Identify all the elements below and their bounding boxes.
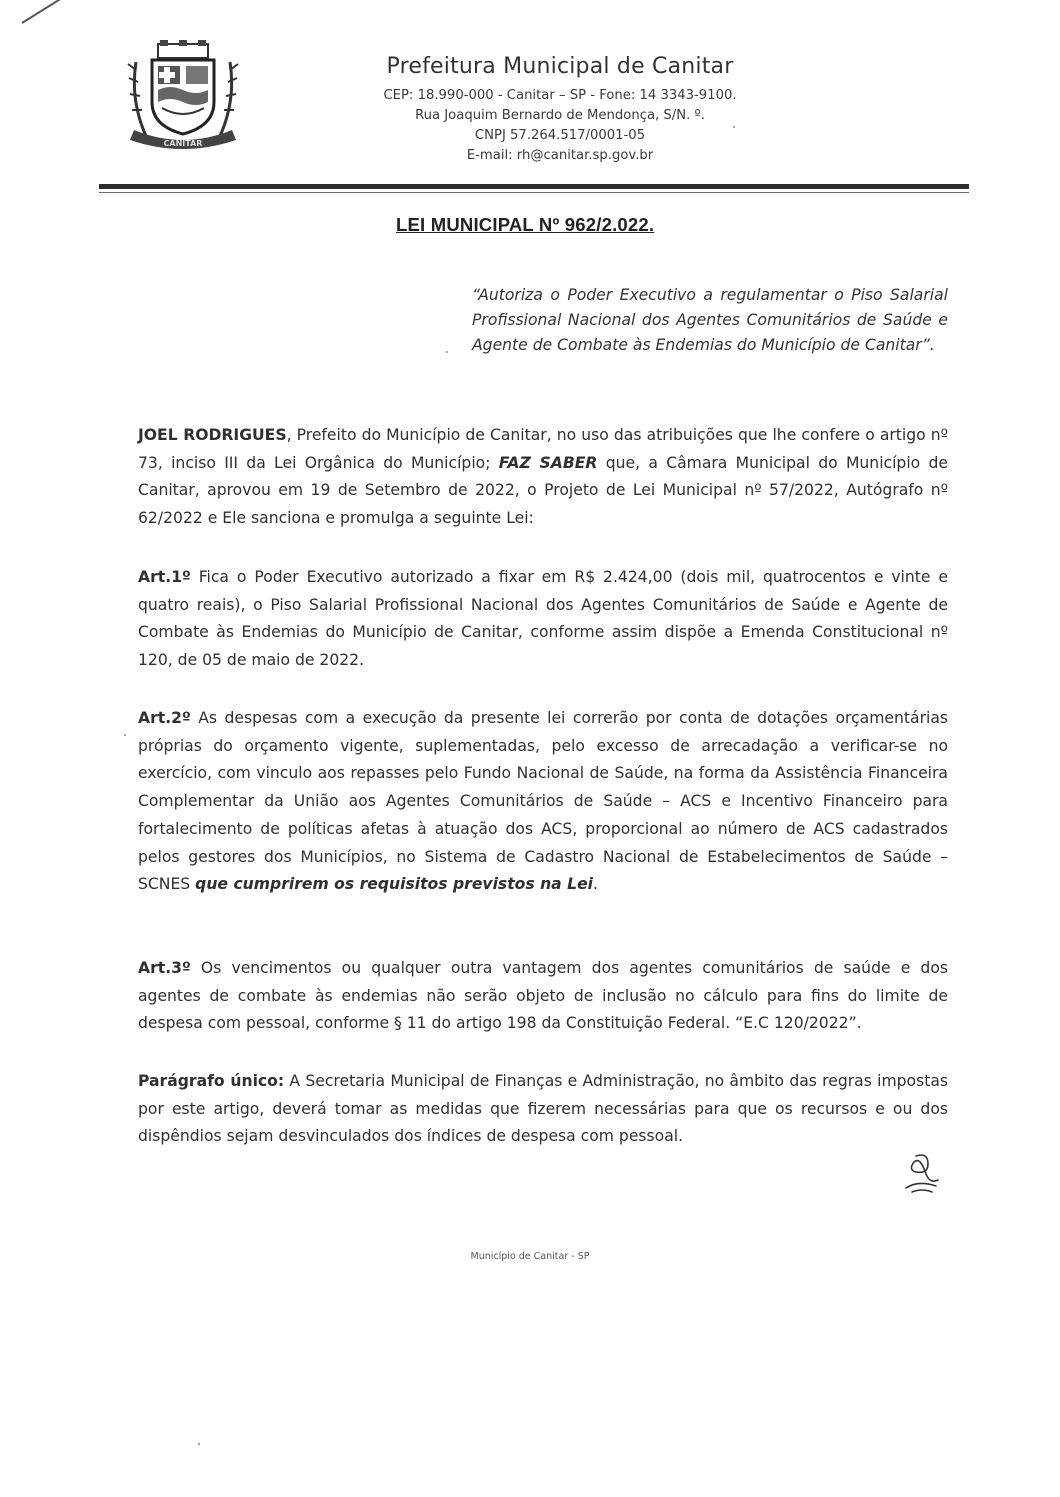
- org-name: Prefeitura Municipal de Canitar: [386, 54, 734, 79]
- article-3-text: Os vencimentos ou qualquer outra vantagem dos agentes comunitários de saúde e dos agentes de combate às endemias não serão objeto de inclusão no cálculo para fins do limite de despesa com pessoal, conforme § 11 do artigo 198 da Constituição Federal. “E.C 120/2022”.: [138, 959, 948, 1033]
- article-1: [138, 564, 948, 675]
- paragrafo-unico-text: A Secretaria Municipal de Finanças e Administração, no âmbito das regras impostas por este artigo, deverá tomar as medidas que fizerem necessárias para que os recursos e ou dos dispêndios sejam desvinculados dos índices de despesa com pessoal.: [138, 1072, 948, 1146]
- scan-speck: [733, 126, 735, 128]
- article-1-label: Art.1º: [138, 568, 191, 586]
- law-title: LEI MUNICIPAL Nº 962/2.022.: [396, 214, 655, 235]
- scan-speck: [124, 734, 126, 736]
- article-2-label: Art.2º: [138, 709, 191, 727]
- article-2-end: .: [593, 875, 598, 894]
- address-line: Rua Joaquim Bernardo de Mendonça, S/N. º.: [415, 108, 705, 123]
- article-2: [138, 705, 948, 899]
- scan-speck: [446, 351, 448, 353]
- letterhead: [350, 54, 770, 166]
- law-ementa: “Autoriza o Poder Executivo a regulamentar o Piso Salarial Profissional Nacional dos Agentes Comunitários de Saúde e Agente de Combate às Endemias do Município de Canitar”.: [472, 286, 948, 354]
- header-divider: [99, 184, 969, 189]
- intro-text-b: que, a Câmara Municipal do Município de Canitar, aprovou em 19 de Setembro de 2022, o Projeto de Lei Municipal nº 57/2022, Autógrafo nº 62/2022 e Ele sanciona e promulga a seguinte Lei:: [138, 453, 948, 528]
- paragrafo-unico: [138, 1068, 948, 1151]
- intro-paragraph: [138, 422, 948, 533]
- article-2-text: As despesas com a execução da presente lei correrão por conta de dotações orçamentárias próprias do orçamento vigente, suplementadas, pelo excesso de arrecadação a verificar-se no exercício, com vinculo aos repasses pelo Fundo Nacional de Saúde, na forma da Assistência Financeira Complementar da União aos Agentes Comunitários de Saúde – ACS e Incentivo Financeiro para fortalecimento de políticas afetas à atuação dos ACS, proporcional ao número de ACS cadastrados pelos gestores dos Municípios, no Sistema de Cadastro Nacional de Estabelecimentos de Saúde – SCNES: [138, 709, 948, 894]
- scan-speck: [198, 1443, 200, 1445]
- faz-saber: FAZ SABER: [498, 453, 598, 472]
- email-line: E-mail: rh@canitar.sp.gov.br: [466, 148, 654, 163]
- scan-pen-mark: [21, 0, 73, 24]
- paragrafo-unico-label: Parágrafo único:: [138, 1072, 285, 1090]
- cnpj-line: CNPJ 57.264.517/0001-05: [474, 128, 646, 143]
- intro-text-a: , Prefeito do Município de Canitar, no uso das atribuições que lhe confere o artigo nº 73, inciso III da Lei Orgânica do Município;: [138, 426, 948, 472]
- article-2-emphasis: que cumprirem os requisitos previstos na Lei: [195, 875, 593, 894]
- page-footer: Município de Canitar - SP: [470, 1251, 590, 1262]
- handwritten-initials-icon: [898, 1150, 944, 1196]
- header-divider-thin: [99, 192, 969, 193]
- article-3-label: Art.3º: [138, 959, 191, 977]
- article-1-text: Fica o Poder Executivo autorizado a fixar em R$ 2.424,00 (dois mil, quatrocentos e vinte e quatro reais), o Piso Salarial Profissional Nacional dos Agentes Comunitários de Saúde e Agente de Combate às Endemias do Município de Canitar, conforme assim dispõe a Emenda Constitucional nº 120, de 05 de maio de 2022.: [138, 568, 948, 670]
- svg-text:CANITAR: CANITAR: [163, 139, 203, 148]
- contact-line: CEP: 18.990-000 - Canitar – SP - Fone: 14 3343-9100.: [383, 88, 737, 103]
- coat-of-arms-icon: [100, 40, 266, 156]
- article-3: [138, 955, 948, 1038]
- mayor-name: JOEL RODRIGUES: [138, 426, 287, 444]
